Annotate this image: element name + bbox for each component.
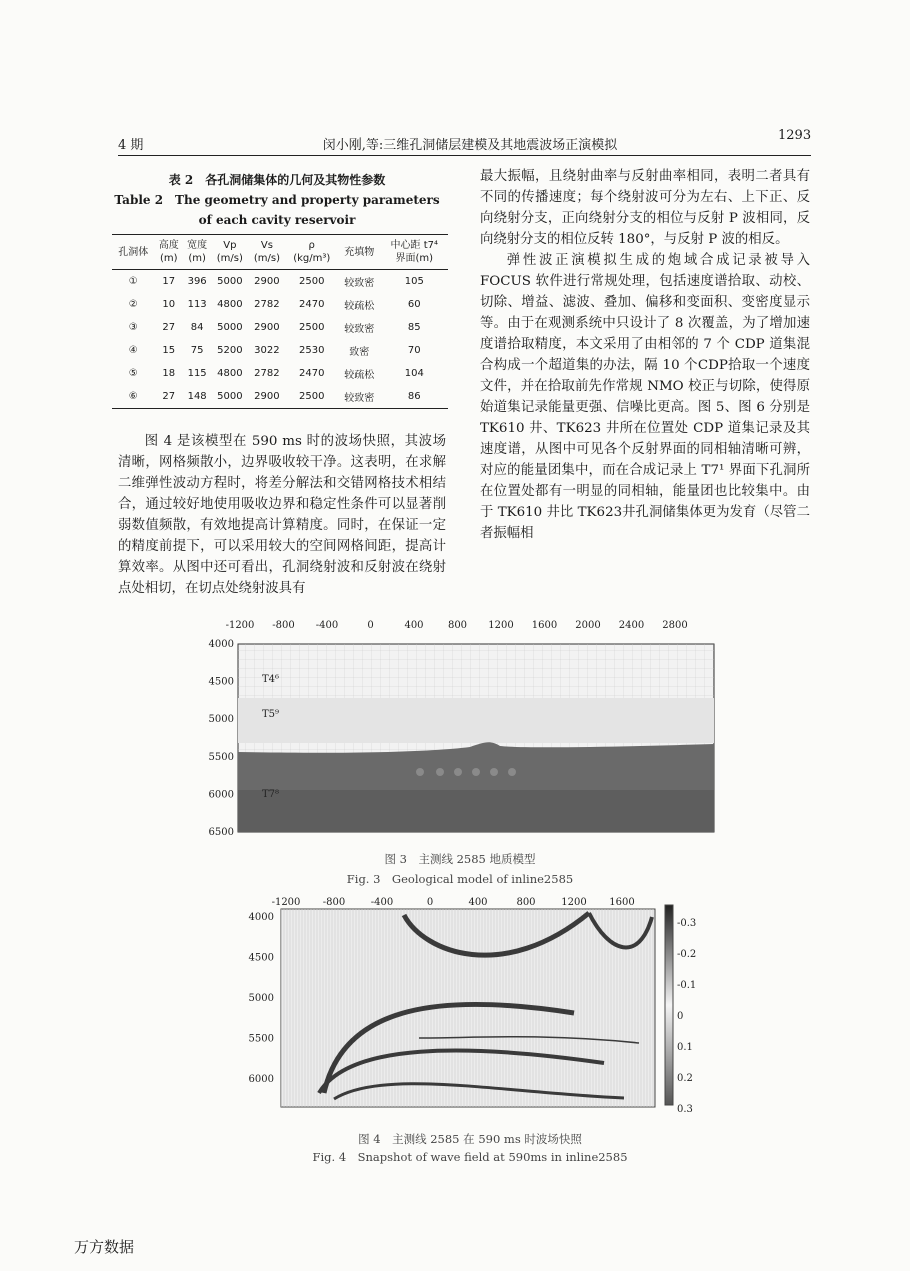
y-tick-label: 6000 bbox=[248, 1074, 274, 1085]
table-cell: 较致密 bbox=[344, 324, 375, 335]
x-tick-label: 400 bbox=[404, 620, 424, 631]
table-cell: 2900 bbox=[248, 385, 285, 409]
figure-3-geological-model bbox=[200, 614, 720, 844]
table-header-cell: 中心距 t7⁴ 界面(m) bbox=[381, 235, 448, 270]
paragraph: 弹性波正演模拟生成的炮域合成记录被导入 FOCUS 软件进行常规处理，包括速度谱拾取、动校、切除、增益、滤波、叠加、偏移和变面积、变密度显示等。由于在观测系统中只设计了 8 次覆盖，为了增加速度谱拾取精度，本文采用了由相邻的 7 个 CDP 道集混合构成一个超道集的办法，隔 10 个CDP拾取一个速度文件，并在拾取前先作常规 NMO 校正与切除，使得原始道集记录能量更强、信噪比更高。图 5、图 6 分别是 TK610 井、TK623 井所在位置处 CDP 道集记录及其速度谱，从图中可见各个反射界面的同相轴清晰可辨，对应的能量团集中，而在合成记录上 T7¹ 界面下孔洞所在位置处都有一明显的同相轴，能量团也比较集中。由于 TK610 井比 TK623井孔洞储集体更为发育（尽管二者振幅相 bbox=[480, 253, 810, 541]
horizon-label: T5⁹ bbox=[262, 709, 280, 720]
horizon-label: T4⁶ bbox=[262, 674, 280, 685]
x-tick-label: -400 bbox=[370, 897, 394, 908]
table-cell: 3022 bbox=[254, 345, 280, 356]
x-tick-label: -400 bbox=[315, 620, 339, 631]
table-cell: 5200 bbox=[217, 345, 243, 356]
page-number: 1293 bbox=[778, 128, 812, 143]
table-row bbox=[112, 339, 448, 362]
figure-4-caption-en: Fig. 4 Snapshot of wave field at 590ms in inline2585 bbox=[312, 1150, 628, 1164]
table-cell: 2900 bbox=[254, 276, 280, 287]
horizon-label: T7⁸ bbox=[262, 789, 280, 800]
table-cell: ② bbox=[128, 299, 138, 310]
y-tick-label: 5000 bbox=[248, 993, 274, 1004]
table-cell: ③ bbox=[128, 322, 138, 333]
running-title: 闵小刚,等:三维孔洞储层建模及其地震波场正演模拟 bbox=[322, 138, 618, 153]
table-cell: 2500 bbox=[299, 276, 325, 287]
footer-watermark: 万方数据 bbox=[74, 1238, 135, 1256]
table-header-cell: ρ (kg/m³) bbox=[285, 235, 338, 270]
x-tick-label: 2000 bbox=[575, 620, 601, 631]
y-tick-label: 5500 bbox=[208, 751, 234, 763]
table-cell: 较疏松 bbox=[344, 301, 375, 312]
x-tick-label: 1600 bbox=[609, 897, 635, 908]
table-cell: 5000 bbox=[211, 385, 248, 409]
x-tick-label: 400 bbox=[468, 897, 488, 908]
colorbar-tick-label: -0.2 bbox=[677, 949, 697, 960]
table-cell: 18 bbox=[162, 368, 176, 379]
colorbar-tick-label: 0 bbox=[677, 1011, 684, 1022]
table-title-cn: 表 2 各孔洞储集体的几何及其物性参数 bbox=[168, 173, 386, 187]
figure-3-caption-cn: 图 3 主测线 2585 地质模型 bbox=[384, 852, 536, 866]
table-header-cell: 宽度 (m) bbox=[183, 235, 211, 270]
colorbar bbox=[665, 905, 673, 1105]
y-tick-label: 5000 bbox=[208, 714, 234, 726]
colorbar-tick-label: -0.1 bbox=[677, 980, 697, 991]
x-tick-label: 800 bbox=[447, 620, 468, 631]
colorbar-tick-label: 0.3 bbox=[677, 1104, 693, 1115]
figure-3-caption-en: Fig. 3 Geological model of inline2585 bbox=[346, 872, 574, 886]
x-tick-label: -800 bbox=[322, 897, 346, 908]
x-tick-label: 1200 bbox=[488, 620, 514, 631]
colorbar-tick-label: 0.1 bbox=[677, 1042, 693, 1053]
table-row bbox=[112, 362, 448, 385]
table-cell: 2470 bbox=[299, 368, 325, 379]
y-tick-label: 4000 bbox=[248, 912, 274, 923]
issue-label: 4 期 bbox=[118, 138, 144, 153]
x-tick-label: 0 bbox=[367, 620, 374, 631]
y-tick-label: 6000 bbox=[208, 789, 234, 801]
table-cell: 4800 bbox=[217, 368, 243, 379]
table-cell: 84 bbox=[190, 322, 204, 333]
x-tick-label: 0 bbox=[426, 897, 434, 908]
table-cell: 2500 bbox=[299, 322, 325, 333]
table-cell: 27 bbox=[162, 322, 176, 333]
table-row bbox=[112, 316, 448, 339]
table-cell: 2470 bbox=[299, 299, 325, 310]
table-row bbox=[112, 385, 448, 409]
y-tick-label: 4500 bbox=[208, 676, 234, 688]
table-title-en-1: Table 2 The geometry and property parameters bbox=[114, 193, 440, 207]
table-header-cell: 高度 (m) bbox=[155, 235, 183, 270]
table-cell: 2782 bbox=[254, 299, 280, 310]
figure-4-caption-cn: 图 4 主测线 2585 在 590 ms 时波场快照 bbox=[358, 1132, 582, 1146]
table-cell: ⑤ bbox=[128, 368, 138, 379]
table-cell: 148 bbox=[183, 385, 211, 409]
table-2 bbox=[112, 170, 442, 409]
table-cell: 10 bbox=[162, 299, 176, 310]
right-column bbox=[480, 166, 810, 544]
header-rule bbox=[118, 155, 811, 156]
table-cell: 较致密 bbox=[338, 385, 381, 409]
table-cell: 105 bbox=[404, 276, 424, 287]
x-tick-label: 800 bbox=[516, 897, 536, 908]
table-cell: 致密 bbox=[349, 347, 370, 358]
x-tick-label: 1600 bbox=[531, 620, 558, 631]
table-header-cell: Vp (m/s) bbox=[211, 235, 248, 270]
table-cell: 60 bbox=[407, 299, 421, 310]
y-tick-label: 5500 bbox=[248, 1033, 274, 1045]
table-cell: 15 bbox=[162, 345, 176, 356]
table-cell: 113 bbox=[187, 299, 207, 310]
y-tick-label: 4000 bbox=[208, 639, 234, 650]
figure-4-wavefield-snapshot bbox=[244, 893, 704, 1123]
y-tick-label: 4500 bbox=[248, 952, 274, 964]
table-cell: 2530 bbox=[299, 345, 325, 356]
paragraph: 最大振幅，且绕射曲率与反射曲率相同，表明二者具有不同的传播速度；每个绕射波可分为左右、上下正、反向绕射分支，正向绕射分支的相位与反射 P 波相同，反向绕射分支的相位反转 180°，与反射 P 波的相反。 bbox=[480, 169, 810, 247]
table-cell: 2500 bbox=[285, 385, 338, 409]
x-tick-label: -800 bbox=[272, 620, 295, 631]
colorbar-tick-label: 0.2 bbox=[677, 1073, 693, 1084]
table-cell: 2900 bbox=[254, 322, 280, 333]
table-cell: 5000 bbox=[217, 276, 243, 287]
x-tick-label: 2400 bbox=[618, 620, 645, 631]
table-header-cell: 孔洞体 bbox=[112, 235, 155, 270]
table-grid bbox=[112, 234, 448, 409]
paragraph: 图 4 是该模型在 590 ms 时的波场快照，其波场清晰，网格频散小，边界吸收较干净。这表明，在求解二维弹性波动方程时，将差分解法和交错网格技术相结合，通过较好地使用吸收边界和稳定性条件可以显著削弱数值频散，有效地提高计算精度。同时，在保证一定的精度前提下，可以采用较大的空间网格间距，提高计算效率。从图中还可看出，孔洞绕射波和反射波在绕射点处相切，在切点处绕射波具有 bbox=[118, 434, 446, 596]
x-tick-label: 1200 bbox=[561, 897, 587, 908]
table-row bbox=[112, 293, 448, 316]
table-cell: 85 bbox=[407, 322, 421, 333]
y-tick-label: 6500 bbox=[208, 827, 234, 838]
table-cell: 86 bbox=[381, 385, 448, 409]
table-cell: 较致密 bbox=[344, 278, 375, 289]
table-cell: 396 bbox=[187, 276, 207, 287]
x-tick-label: -1200 bbox=[225, 620, 255, 631]
table-cell: 2782 bbox=[254, 368, 280, 379]
table-cell: 4800 bbox=[217, 299, 243, 310]
table-cell: 104 bbox=[404, 368, 424, 379]
colorbar-tick-label: -0.3 bbox=[677, 918, 697, 929]
table-cell: 5000 bbox=[217, 322, 243, 333]
table-cell: 75 bbox=[190, 345, 204, 356]
table-cell: 70 bbox=[407, 345, 421, 356]
x-tick-label: -1200 bbox=[271, 897, 301, 908]
table-cell: 较疏松 bbox=[344, 370, 375, 381]
table-cell: 27 bbox=[155, 385, 183, 409]
table-cell: ⑥ bbox=[112, 385, 155, 409]
table-header-cell: Vs (m/s) bbox=[248, 235, 285, 270]
table-title-en-2: of each cavity reservoir bbox=[198, 213, 356, 227]
left-column bbox=[118, 431, 446, 599]
table-cell: 115 bbox=[187, 368, 207, 379]
table-row bbox=[112, 270, 448, 294]
table-header-cell: 充填物 bbox=[338, 235, 381, 270]
x-tick-label: 2800 bbox=[662, 620, 688, 631]
table-cell: ④ bbox=[128, 345, 138, 356]
table-cell: 17 bbox=[162, 276, 176, 287]
table-cell: ① bbox=[128, 276, 138, 287]
